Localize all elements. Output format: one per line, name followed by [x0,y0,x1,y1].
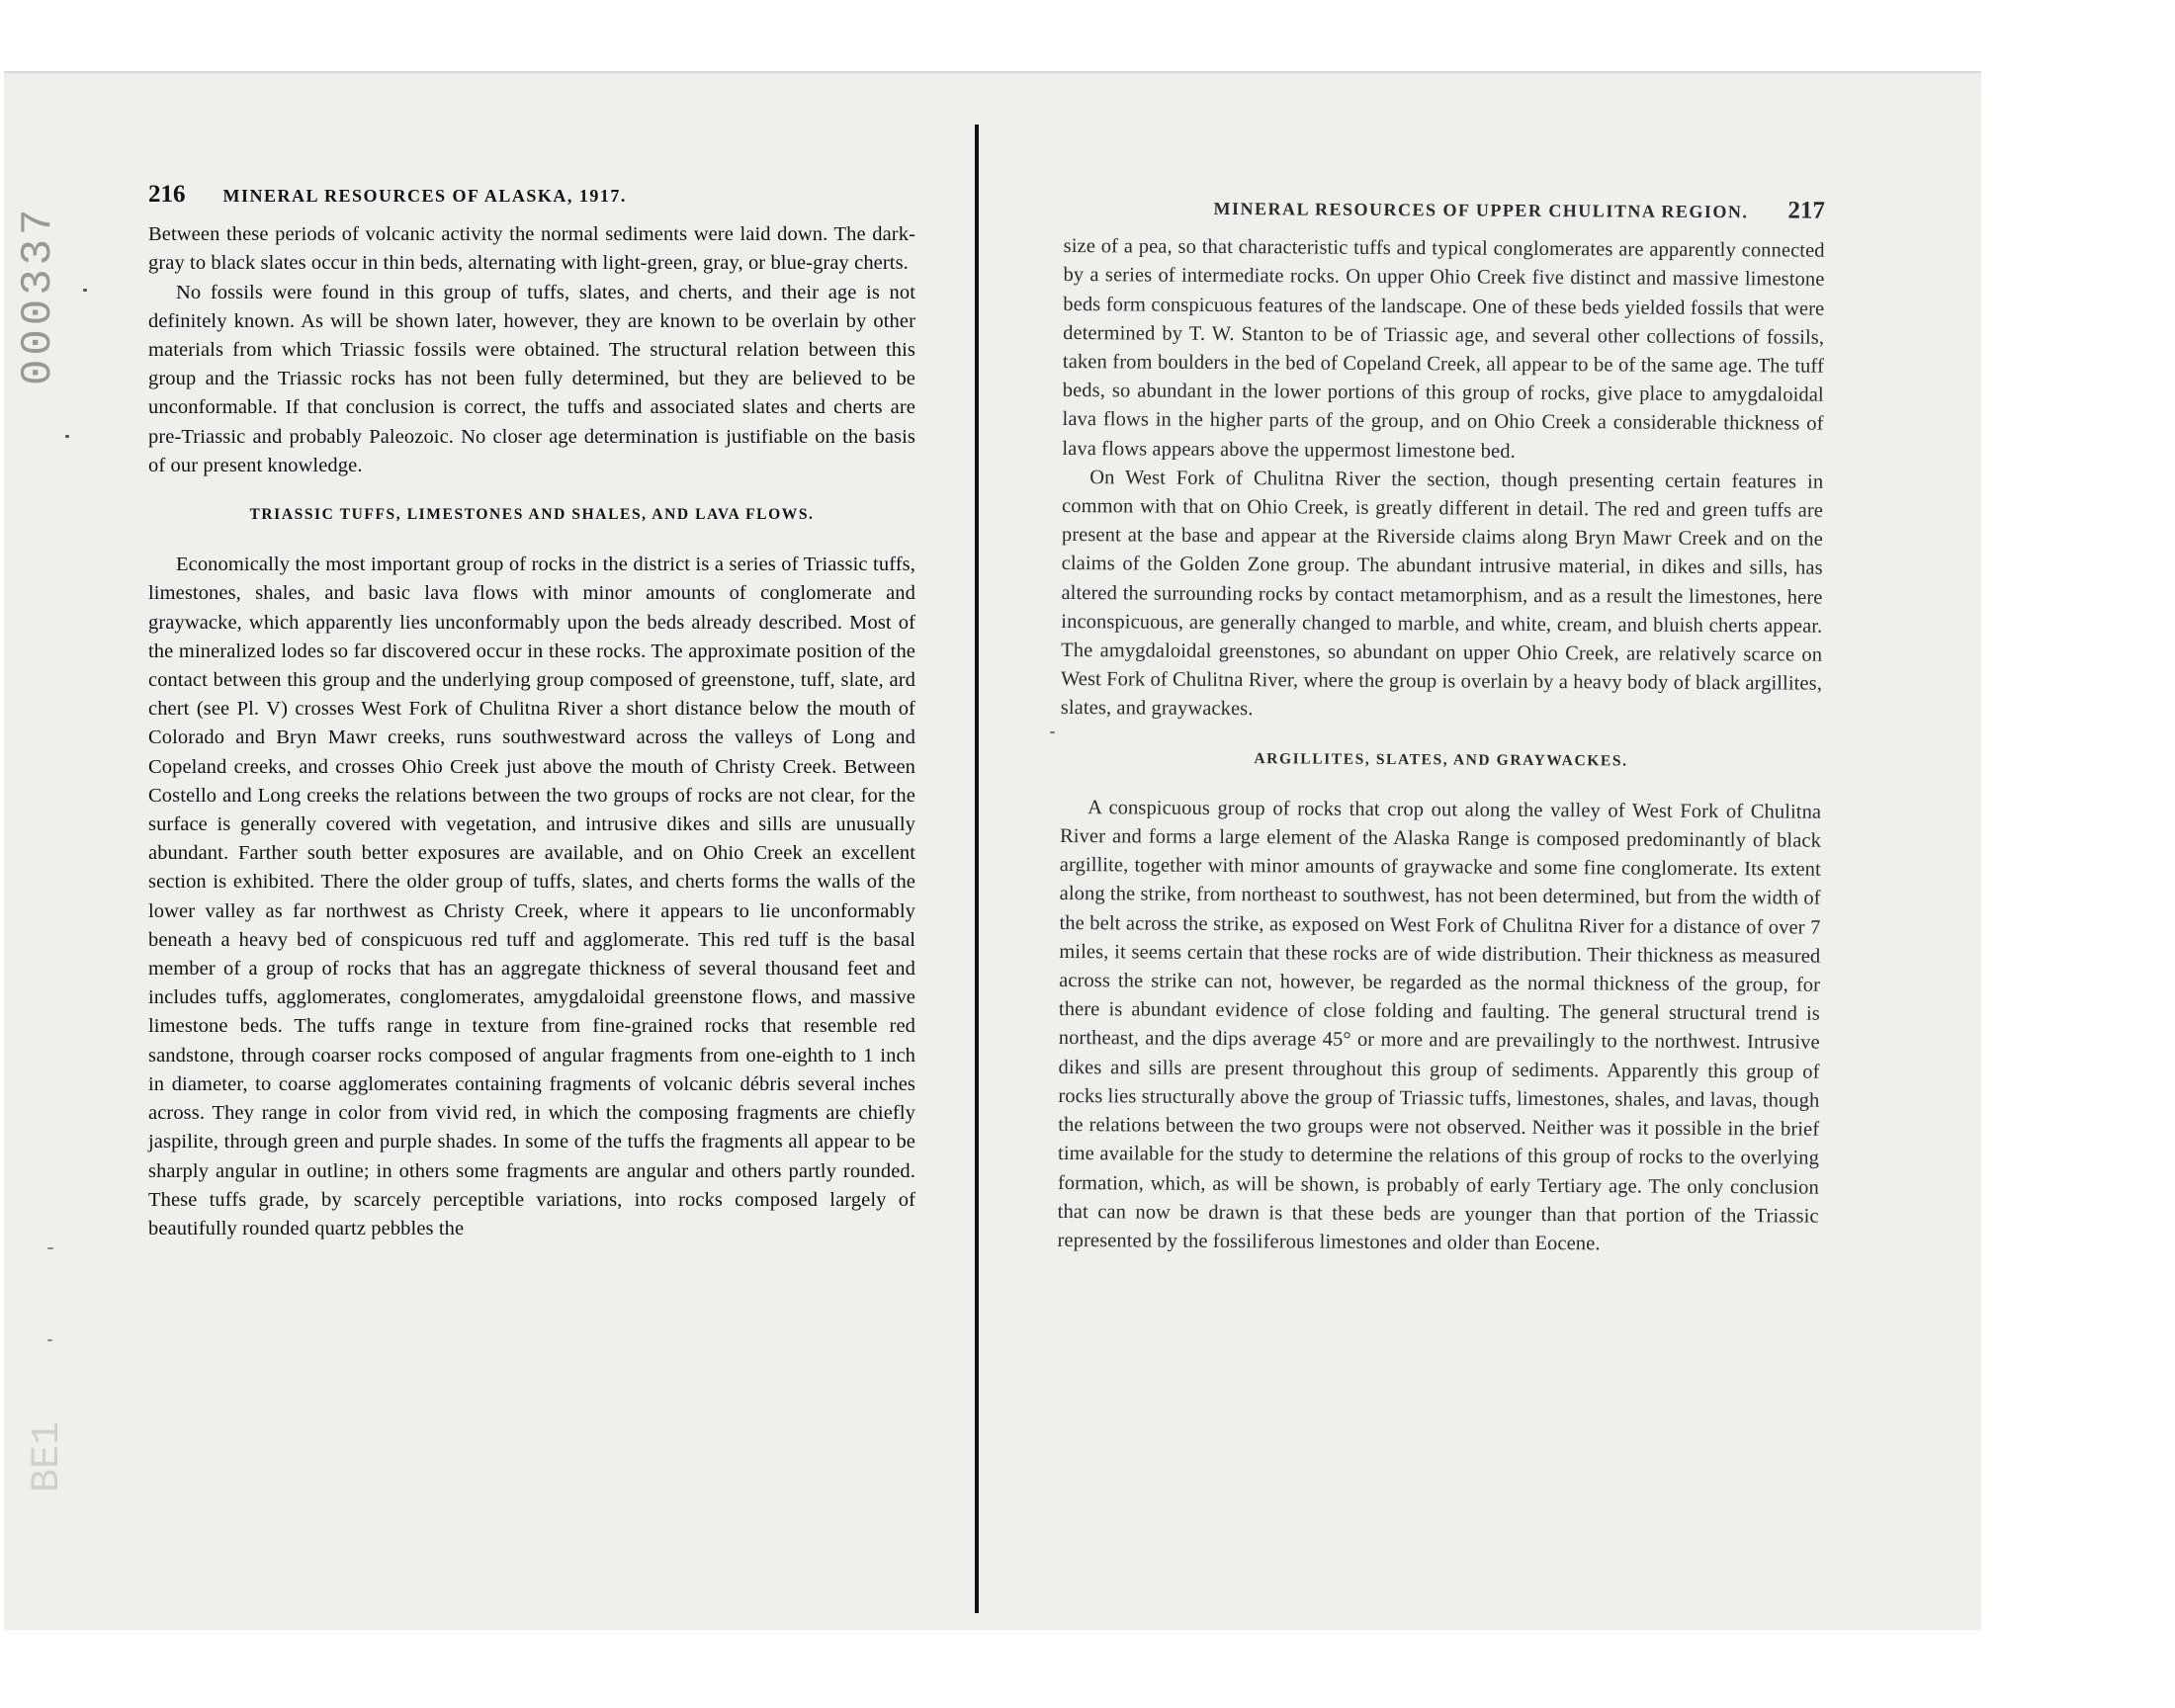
archive-stamp-number: 000337 [14,205,63,385]
faded-stamp-mark: BE1 [26,1420,70,1493]
right-section-paragraph: A conspicuous group of rocks that crop out along the valley of West Fork of Chulitna River and forms a large element of the Alaska Range is composed predominantly of black argillite, together with minor amounts of graywacke and some fine conglomerate. Its extent along the strike, from northeast to southwest, has not been determined, but from the width of the belt across the strike, as exposed on West Fork of Chulitna River for a distance of over 7 miles, it seems certain that these rocks are of wide distribution. Their thickness as measured across the strike can not, however, be regarded as the normal thickness of the group, for there is abundant evidence of close folding and faulting. The general structural trend is northeast, and the dips average 45° or more and are prevailingly to the northwest. Intrusive dikes and sills are present throughout this group of sediments. Apparently this group of rocks lies structurally above the group of Triassic tuffs, limestones, shales, and lavas, though the relations between the two groups were not observed. Neither was it possible in the brief time available for the study to determine the relations of this group of rocks to the overlying formation, which, as will be shown, is probably of early Tertiary age. The only conclusion that can now be drawn is that these beds are younger than that portion of the Triassic represented by the fossiliferous limestones and older than Eocene. [1057,797,1822,1255]
left-section-heading: TRIASSIC TUFFS, LIMESTONES AND SHALES, AND LAVA FLOWS. [249,506,815,524]
scan-speck [65,435,69,438]
right-page-number: 217 [1787,197,1825,224]
page-gutter-divider [975,125,979,1613]
right-page [1057,192,1825,1260]
left-page [148,178,915,1243]
scan-speck [1050,731,1055,733]
left-running-head [148,180,915,211]
left-page-number: 216 [148,181,186,208]
right-section-heading: ARGILLITES, SLATES, AND GRAYWACKES. [1254,749,1628,770]
right-running-title: MINERAL RESOURCES OF UPPER CHULITNA REGION. [1213,198,1749,222]
right-paragraph-2: On West Fork of Chulitna River the section, though presenting certain features in common with that on Ohio Creek, is greatly different in detail. The red and green tuffs are present at the base and appear at the Riverside claims along Bryn Mawr Creek and on the claims of the Golden Zone group. The abundant intrusive material, in dikes and sills, has altered the surrounding rocks by contact metamorphism, and as a result the limestones, here inconspicuous, are generally changed to marble, and white, cream, and bluish cherts appear. The amygdaloidal greenstones, so abundant on upper Ohio Creek, are relatively scarce on West Fork of Chulitna River, where the group is overlain by a heavy body of black argillites, slates, and graywackes. [1060,466,1824,721]
right-running-head [1064,192,1825,227]
left-paragraph-2: No fossils were found in this group of tuffs, slates, and cherts, and their age is not definitely known. As will be shown later, however, they are known to be overlain by other materials from which Triassic fossils were obtained. The structural relation between this group and the Triassic rocks has not been fully determined, but they are believed to be unconformable. If that conclusion is correct, the tuffs and associated slates and cherts are pre-Triassic and probably Paleozoic. No closer age determination is justifiable on the basis of our present knowledge. [148,281,915,476]
scan-speck [83,289,87,292]
scan-speck [47,1339,52,1341]
right-paragraph-1: size of a pea, so that characteristic tuffs and typical conglomerates are apparently connected by a series of intermediate rocks. On upper Ohio Creek five distinct and massive limestone beds form conspicuous features of the landscape. One of these beds yielded fossils that were determined by T. W. Stanton to be of Triassic age, and several other collections of fossils, taken from boulders in the bed of Copeland Creek, all appear to be of the same age. The tuff beds, so abundant in the lower portions of this group of rocks, give place to amygdaloidal lava flows in the higher parts of the group, and on Ohio Creek a considerable thickness of lava flows appears above the uppermost limestone bed. [1062,235,1825,463]
left-running-title: MINERAL RESOURCES OF ALASKA, 1917. [222,186,627,206]
left-paragraph-1: Between these periods of volcanic activity the normal sediments were laid down. The dark-gray to black slates occur in thin beds, alternating with light-green, gray, or blue-gray cherts. [148,223,915,275]
left-section-paragraph: Economically the most important group of rocks in the district is a series of Triassic tuffs, limestones, shales, and basic lava flows with minor amounts of conglomerate and graywacke, which apparently lies unconformably upon the beds already described. Most of the mineralized lodes so far discovered occur in these rocks. The approximate position of the contact between this group and the underlying group composed of greenstone, tuff, slate, ard chert (see Pl. V) crosses West Fork of Chulitna River a short distance below the mouth of Colorado and Bryn Mawr creeks, runs southwestward across the valleys of Long and Copeland creeks, and crosses Ohio Creek just above the mouth of Christy Creek. Between Costello and Long creeks the relations between the two groups of rocks are not clear, for the surface is generally covered with vegetation, and intrusive dikes and sills are unusually abundant. Farther south better exposures are available, and on Ohio Creek an excellent section is exhibited. There the older group of tuffs, slates, and cherts forms the walls of the lower valley as far northwest as Christy Creek, where it appears to lie unconformably beneath a heavy bed of conspicuous red tuff and agglomerate. This red tuff is the basal member of a group of rocks that has an aggregate thickness of several thousand feet and includes tuffs, agglomerates, conglomerates, amygdaloidal greenstone flows, and massive limestone beds. The tuffs range in texture from fine-grained rocks that resemble red sandstone, through coarser rocks composed of angular fragments from one-eighth to 1 inch in diameter, to coarse agglomerates containing fragments of volcanic débris several inches across. They range in color from vivid red, in which the composing fragments are chiefly jaspilite, through green and purple shades. In some of the tuffs the fragments all appear to be sharply angular in outline; in others some fragments are angular and others partly rounded. These tuffs grade, by scarcely perceptible variations, into rocks composed largely of beautifully rounded quartz pebbles the [148,554,915,1239]
scan-speck [47,1247,53,1249]
